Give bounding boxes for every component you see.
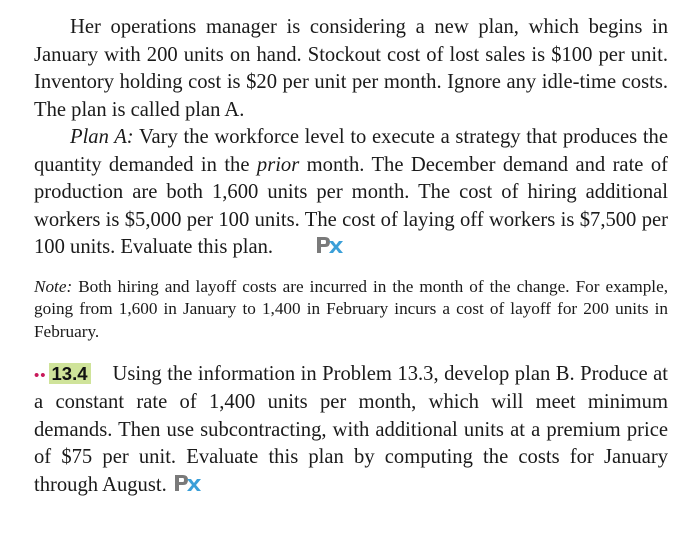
- difficulty-dots-icon: ••: [34, 366, 47, 384]
- plan-a-label: Plan A:: [70, 126, 134, 148]
- paragraph-intro: Her operations manager is considering a new plan, which begins in January with 200 units on hand. Stockout cost of lost sales is $100 per unit. Inventory holding cost is $20 per unit per month. Ignore any idle-time costs. The plan is called plan A.: [34, 16, 668, 121]
- plan-a-text-2: month. The December demand and rate of production are both 1,600 units per month. The cost of hiring additional workers is $5,000 per 100 units. The cost of laying off workers is $7,500 per 100 units. Evaluate this plan.: [34, 153, 668, 258]
- problem-13-4: [34, 360, 668, 502]
- paragraph-plan-a: [34, 124, 668, 264]
- problem-number: 13.4: [49, 363, 91, 384]
- note-text: Both hiring and layoff costs are incurred in the month of the change. For example, going from 1,600 in January to 1,400 in February incurs a cost of layoff for 200 units in February.: [34, 276, 668, 342]
- note-paragraph: [34, 276, 668, 344]
- px-icon[interactable]: [173, 473, 203, 502]
- px-icon[interactable]: [279, 235, 345, 264]
- note-label: Note:: [34, 276, 73, 296]
- problem-text: Using the information in Problem 13.3, develop plan B. Produce at a constant rate of 1,400 units per month, which will meet minimum demands. Then use subcontracting, with additional units at a premium price of $75 per unit. Evaluate this plan by computing the costs for January through August.: [34, 362, 668, 496]
- textbook-page: [34, 14, 668, 501]
- plan-a-text-1: Vary the workforce level to execute a strategy that produces the quantity demanded in the: [34, 126, 668, 176]
- plan-a-emphasis: prior: [256, 153, 300, 176]
